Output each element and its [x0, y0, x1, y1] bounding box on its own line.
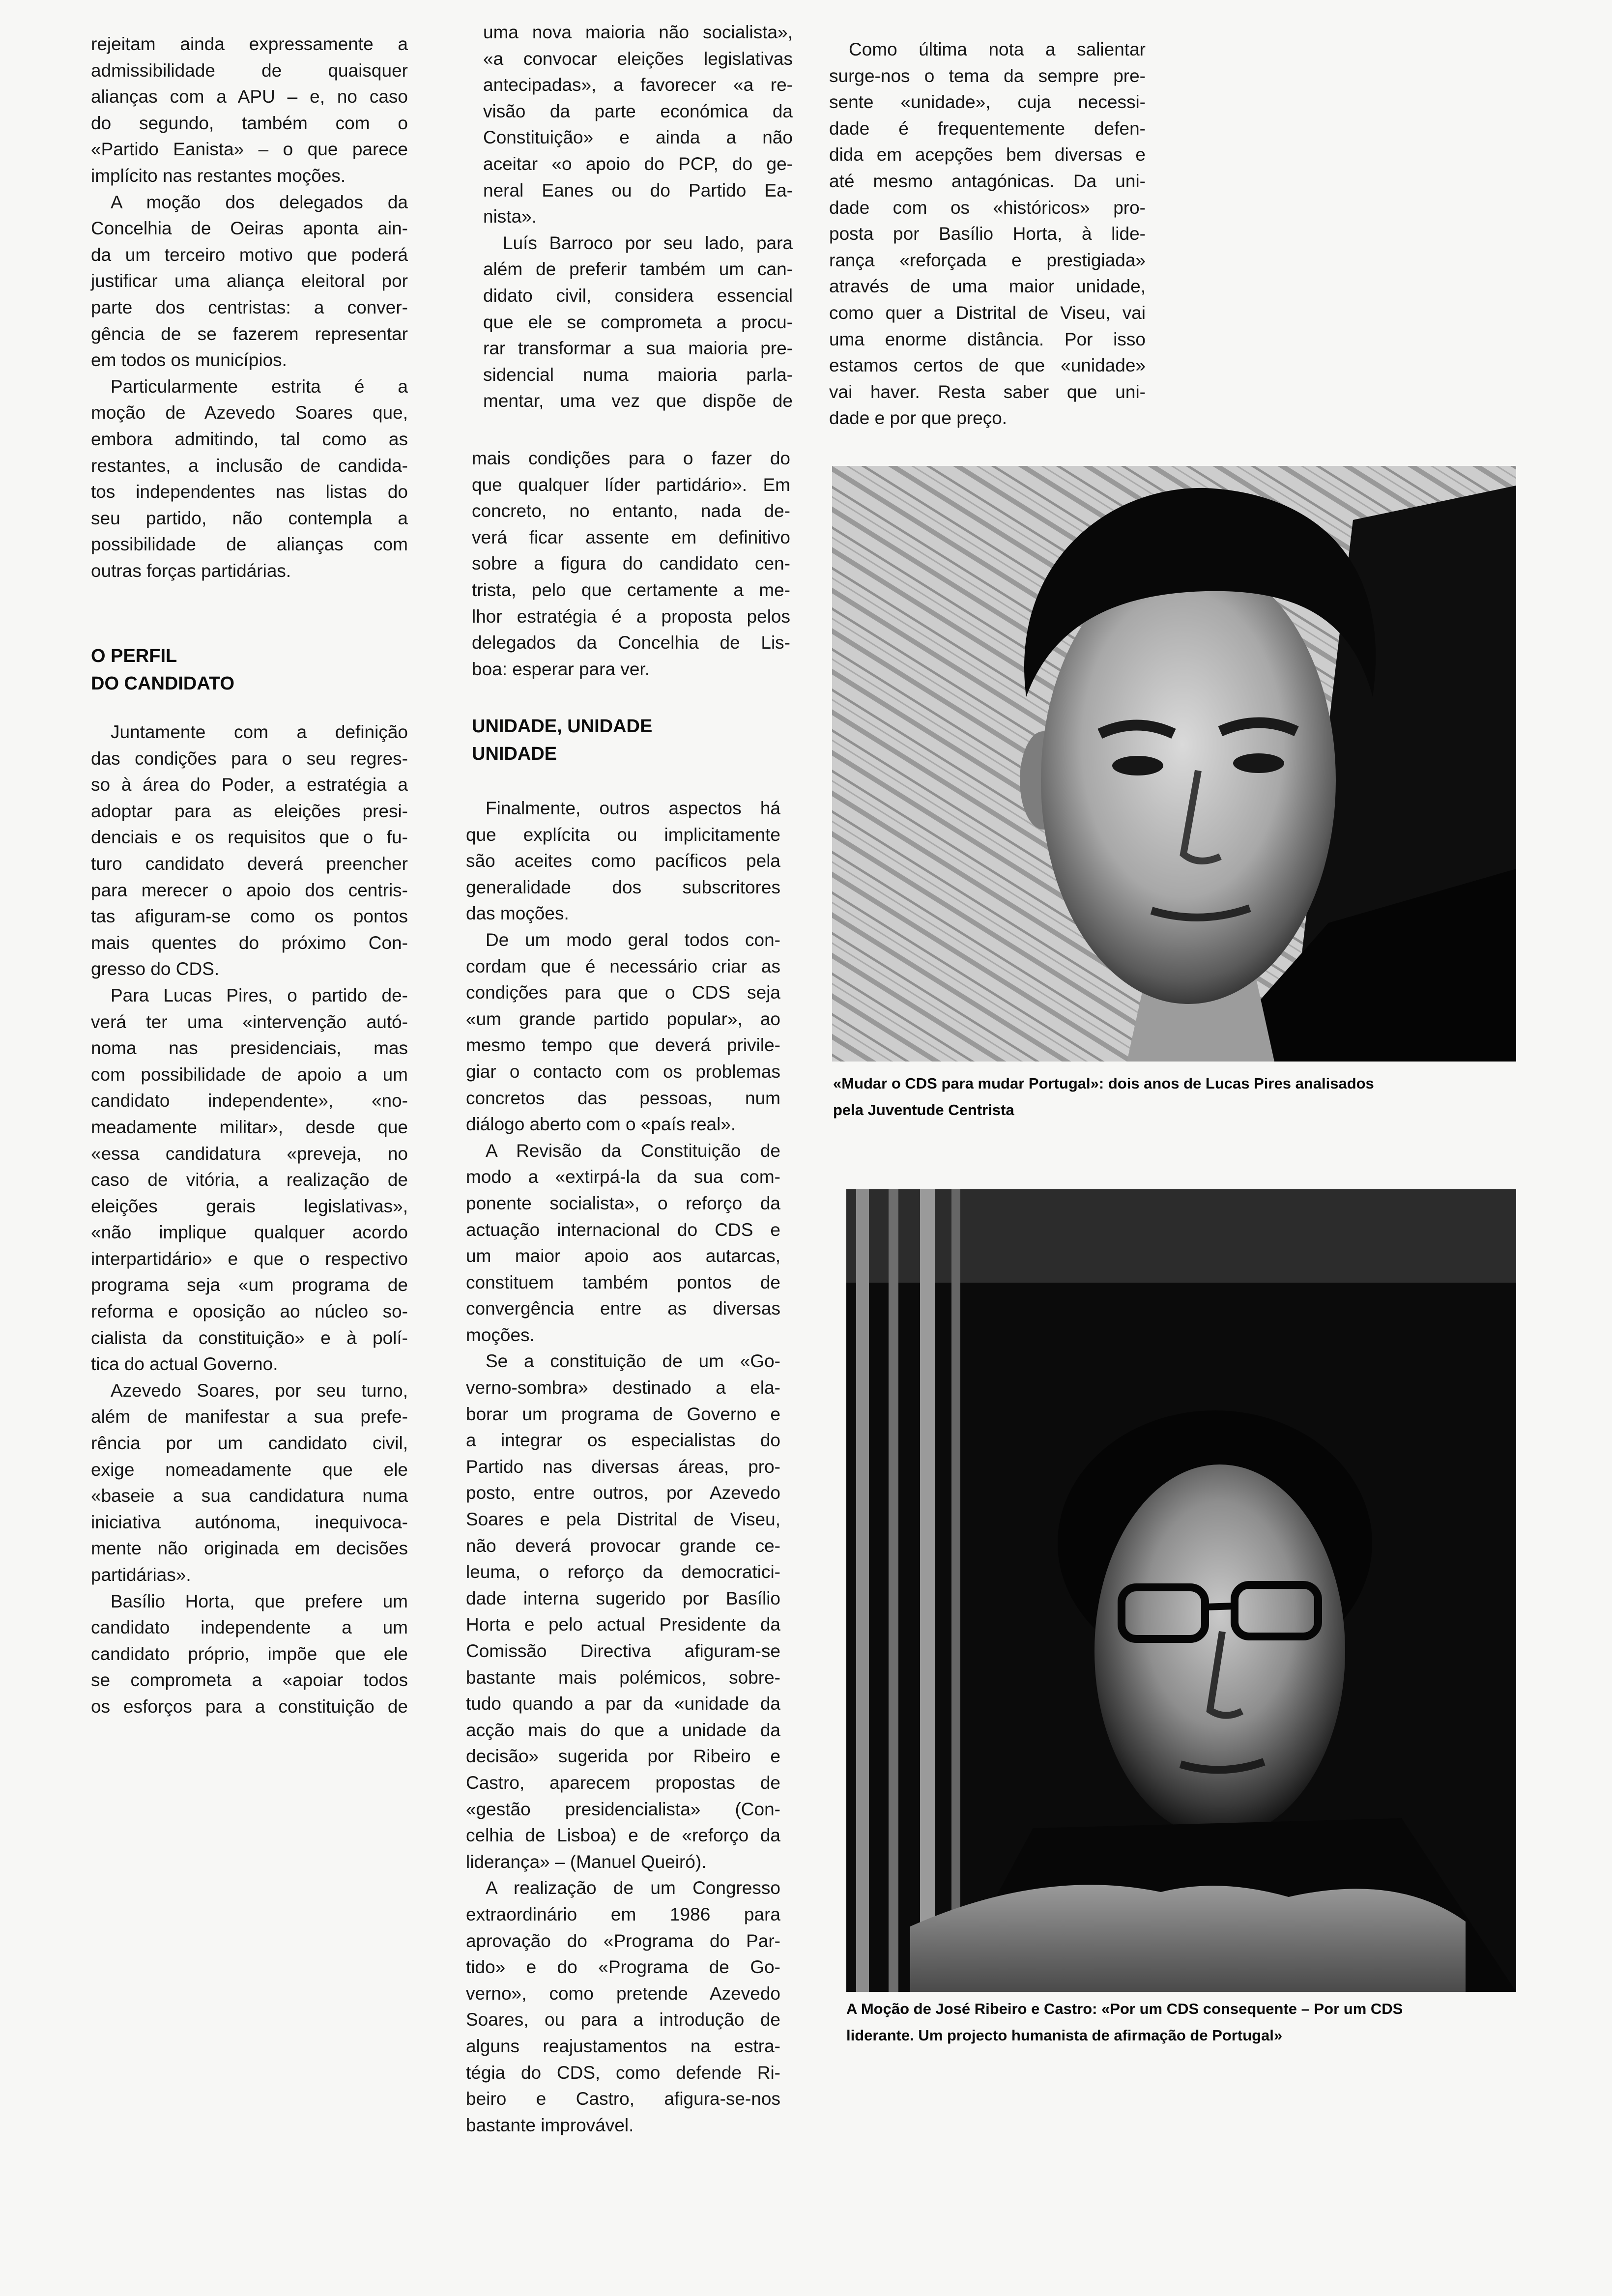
- portrait-image: [832, 466, 1516, 1062]
- text-line: caso de vitória, a realização de: [91, 1170, 408, 1190]
- text-line: alguns reajustamentos na estra-: [466, 2036, 780, 2056]
- text-line: Para Lucas Pires, o partido de-: [111, 985, 408, 1005]
- text-line: tas afiguram-se como os pontos: [91, 906, 408, 927]
- text-line: concretos das pessoas, num: [466, 1088, 780, 1108]
- text-line: do segundo, também com o: [91, 113, 408, 133]
- text-line: uma enorme distância. Por isso: [829, 329, 1146, 349]
- text-line: estamos certos de que «unidade»: [829, 355, 1146, 376]
- text-line: mente não originada em decisões: [91, 1538, 408, 1559]
- text-line: além de manifestar a sua prefe-: [91, 1406, 408, 1427]
- photo-caption-ribeiro-e-castro: [846, 1996, 1403, 2049]
- text-line: antecipadas», a favorecer «a re-: [483, 75, 793, 95]
- text-line: ponente socialista», o reforço da: [466, 1193, 780, 1213]
- right-eye: [1233, 753, 1284, 773]
- text-line: rança «reforçada e prestigiada»: [829, 250, 1146, 270]
- subheading-line: DO CANDIDATO: [91, 673, 235, 694]
- text-line: posto, entre outros, por Azevedo: [466, 1483, 780, 1503]
- text-line: leuma, o reforço da democratici-: [466, 1562, 780, 1582]
- text-line: Finalmente, outros aspectos há: [486, 798, 780, 818]
- subheading-o-perfil-do-candidato: [91, 642, 234, 697]
- hands: [910, 1885, 1466, 1992]
- text-line: borar um programa de Governo e: [466, 1404, 780, 1424]
- column-2-text-bottom: [466, 795, 780, 2138]
- text-line: mentar, uma vez que dispõe de: [483, 391, 793, 411]
- text-line: Comissão Directiva afiguram-se: [466, 1641, 780, 1661]
- text-line: adoptar para as eleições presi-: [91, 801, 408, 821]
- text-line: dade é frequentemente defen-: [829, 118, 1146, 139]
- column-2-text-middle: [472, 445, 790, 682]
- photo-lucas-pires: [832, 466, 1516, 1062]
- text-line: tégia do CDS, como defende Ri-: [466, 2062, 780, 2083]
- text-line: em todos os municípios.: [91, 350, 287, 371]
- text-line: sobre a figura do candidato cen-: [472, 553, 790, 574]
- text-line: um maior apoio aos autarcas,: [466, 1246, 780, 1266]
- text-line: A moção dos delegados da: [111, 192, 408, 212]
- text-line: neral Eanes ou do Partido Ea-: [483, 180, 793, 201]
- text-line: das moções.: [466, 903, 569, 924]
- subheading-line: O PERFIL: [91, 646, 177, 666]
- text-line: alianças com a APU – e, no caso: [91, 86, 408, 107]
- text-line: liderança» – (Manuel Queiró).: [466, 1851, 707, 1872]
- text-line: restantes, a inclusão de candida-: [91, 455, 408, 476]
- text-line: Particularmente estrita é a: [111, 376, 408, 397]
- caption-line: liderante. Um projecto humanista de afirmação de Portugal»: [846, 2027, 1283, 2044]
- text-line: rar transformar a sua maioria pre-: [483, 338, 793, 359]
- text-line: A Revisão da Constituição de: [486, 1140, 780, 1161]
- text-line: De um modo geral todos con-: [486, 929, 780, 950]
- subheading-unidade: [472, 713, 652, 768]
- text-line: eleições gerais legislativas»,: [91, 1196, 408, 1216]
- portrait-image: [846, 1189, 1516, 1992]
- text-line: surge-nos o tema da sempre pre-: [829, 65, 1146, 86]
- text-line: didato civil, considera essencial: [483, 285, 793, 306]
- text-line: «um grande partido popular», ao: [466, 1008, 780, 1029]
- text-line: lhor estratégia é a proposta pelos: [472, 606, 790, 627]
- text-line: outras forças partidárias.: [91, 560, 291, 581]
- text-line: parte dos centristas: a conver-: [91, 297, 408, 317]
- text-line: «baseie a sua candidatura numa: [91, 1486, 408, 1506]
- subheading-line: UNIDADE: [472, 744, 557, 764]
- text-line: com possibilidade de apoio a um: [91, 1064, 408, 1085]
- text-line: tudo quando a par da «unidade da: [466, 1693, 780, 1714]
- text-line: diálogo aberto com o «país real».: [466, 1114, 736, 1135]
- text-line: modo a «extirpá-la da sua com-: [466, 1167, 780, 1187]
- text-line: sidencial numa maioria parla-: [483, 364, 793, 385]
- text-line: exige nomeadamente que ele: [91, 1459, 408, 1480]
- text-line: possibilidade de alianças com: [91, 534, 408, 555]
- text-line: «a convocar eleições legislativas: [483, 48, 793, 69]
- text-line: delegados da Concelhia de Lis-: [472, 632, 790, 653]
- text-line: que ele se comprometa a procu-: [483, 312, 793, 332]
- text-line: constituem também pontos de: [466, 1272, 780, 1292]
- subheading-line: UNIDADE, UNIDADE: [472, 716, 653, 737]
- text-line: como quer a Distrital de Viseu, vai: [829, 302, 1146, 323]
- text-line: são aceites como pacíficos pela: [466, 851, 780, 871]
- text-line: implícito nas restantes moções.: [91, 165, 346, 186]
- text-line: verá ficar assente em definitivo: [472, 527, 790, 547]
- text-line: dade com os «históricos» pro-: [829, 197, 1146, 218]
- text-line: rejeitam ainda expressamente a: [91, 34, 408, 54]
- window-bar: [920, 1189, 935, 1992]
- text-line: os esforços para a constituição de: [91, 1696, 408, 1717]
- column-1-text-top: [91, 31, 408, 584]
- text-line: dida em acepções bem diversas e: [829, 144, 1146, 165]
- text-line: Juntamente com a definição: [111, 722, 408, 742]
- text-line: cialista da constituição» e à polí-: [91, 1327, 408, 1348]
- caption-line: «Mudar o CDS para mudar Portugal»: dois anos de Lucas Pires analisados: [833, 1075, 1374, 1092]
- text-line: verno-sombra» destinado a ela-: [466, 1378, 780, 1398]
- column-3-text: [829, 36, 1146, 431]
- text-line: decisão» sugerida por Ribeiro e: [466, 1746, 780, 1767]
- text-line: além de preferir também um can-: [483, 259, 793, 280]
- text-line: programa seja «um programa de: [91, 1275, 408, 1295]
- text-line: «essa candidatura «preveja, no: [91, 1143, 408, 1164]
- text-line: Constituição» e ainda a não: [483, 127, 793, 148]
- text-line: concreto, no entanto, nada de-: [472, 501, 790, 521]
- text-line: actuação internacional do CDS e: [466, 1219, 780, 1240]
- text-line: admissibilidade de quaisquer: [91, 60, 408, 81]
- text-line: mais quentes do próximo Con-: [91, 932, 408, 953]
- text-line: sente «unidade», cuja necessi-: [829, 92, 1146, 113]
- text-line: candidato independente», «no-: [91, 1091, 408, 1111]
- text-line: gresso do CDS.: [91, 959, 220, 979]
- text-line: que explícita ou implicitamente: [466, 824, 780, 845]
- text-line: extraordinário em 1986 para: [466, 1904, 780, 1924]
- face: [1041, 557, 1336, 1004]
- text-line: Soares e pela Distrital de Viseu,: [466, 1509, 780, 1530]
- text-line: através de uma maior unidade,: [829, 276, 1146, 297]
- text-line: bastante improvável.: [466, 2115, 634, 2135]
- text-line: que qualquer líder partidário». Em: [472, 474, 790, 495]
- text-line: Se a constituição de um «Go-: [486, 1351, 780, 1372]
- window-bar: [889, 1189, 898, 1992]
- text-line: moções.: [466, 1324, 535, 1345]
- text-line: trista, pelo que certamente a me-: [472, 579, 790, 600]
- text-line: Soares, ou para a introdução de: [466, 2009, 780, 2030]
- text-line: tica do actual Governo.: [91, 1354, 278, 1375]
- text-line: justificar uma aliança eleitoral por: [91, 271, 408, 291]
- text-line: «Partido Eanista» – o que parece: [91, 139, 408, 160]
- text-line: moção de Azevedo Soares que,: [91, 402, 408, 423]
- top-texture: [846, 1189, 1516, 1283]
- text-line: reforma e oposição ao núcleo so-: [91, 1301, 408, 1322]
- column-2-text-top: [483, 19, 793, 414]
- text-line: convergência entre as diversas: [466, 1298, 780, 1319]
- text-line: posta por Basílio Horta, à lide-: [829, 224, 1146, 244]
- text-line: até mesmo antagónicas. Da uni-: [829, 171, 1146, 191]
- text-line: acção mais do que a unidade da: [466, 1720, 780, 1740]
- text-line: nista».: [483, 206, 537, 227]
- photo-ribeiro-e-castro: [846, 1189, 1516, 1992]
- text-line: se comprometa a «apoiar todos: [91, 1670, 408, 1691]
- text-line: Luís Barroco por seu lado, para: [503, 232, 793, 253]
- text-line: Horta e pelo actual Presidente da: [466, 1614, 780, 1635]
- text-line: generalidade dos subscritores: [466, 877, 780, 897]
- text-line: bastante mais polémicos, sobre-: [466, 1667, 780, 1688]
- text-line: para merecer o apoio dos centris-: [91, 880, 408, 900]
- text-line: partidárias».: [91, 1565, 191, 1585]
- text-line: «gestão presidencialista» (Con-: [466, 1799, 780, 1819]
- text-line: «não implique qualquer acordo: [91, 1222, 408, 1243]
- text-line: a integrar os especialistas do: [466, 1430, 780, 1451]
- column-1-text-bottom: [91, 719, 408, 1720]
- text-line: candidato próprio, impõe que ele: [91, 1643, 408, 1664]
- text-line: Concelhia de Oeiras aponta ain-: [91, 218, 408, 239]
- text-line: turo candidato deverá preencher: [91, 853, 408, 874]
- photo-caption-lucas-pires: [833, 1070, 1374, 1123]
- text-line: visão da parte económica da: [483, 101, 793, 121]
- text-line: aprovação do «Programa do Par-: [466, 1930, 780, 1951]
- text-line: mais condições para o fazer do: [472, 448, 790, 468]
- caption-line: pela Juventude Centrista: [833, 1101, 1014, 1119]
- text-line: iniciativa autónoma, inequivoca-: [91, 1512, 408, 1532]
- text-line: Basílio Horta, que prefere um: [111, 1591, 408, 1611]
- text-line: denciais e os requisitos que o fu-: [91, 827, 408, 848]
- text-line: vai haver. Resta saber que uni-: [829, 381, 1146, 402]
- text-line: dade interna sugerido por Basílio: [466, 1588, 780, 1608]
- text-line: A realização de um Congresso: [486, 1878, 780, 1898]
- text-line: gência de se fazerem representar: [91, 323, 408, 344]
- text-line: das condições para o seu regres-: [91, 748, 408, 769]
- glasses-bridge: [1205, 1606, 1235, 1607]
- caption-line: A Moção de José Ribeiro e Castro: «Por um CDS consequente – Por um CDS: [846, 2000, 1403, 2017]
- text-line: verá ter uma «intervenção autó-: [91, 1011, 408, 1032]
- text-line: dade e por que preço.: [829, 408, 1008, 429]
- text-line: embora admitindo, tal como as: [91, 429, 408, 449]
- text-line: so à área do Poder, a estratégia a: [91, 775, 408, 795]
- text-line: verno», como pretende Azevedo: [466, 1983, 780, 2004]
- text-line: Azevedo Soares, por seu turno,: [111, 1380, 408, 1401]
- text-line: não deverá provocar grande ce-: [466, 1535, 780, 1556]
- text-line: condições para que o CDS seja: [466, 982, 780, 1003]
- window-bar: [856, 1189, 869, 1992]
- text-line: celhia de Lisboa) e de «reforço da: [466, 1825, 780, 1846]
- text-line: Partido nas diversas áreas, pro-: [466, 1456, 780, 1477]
- text-line: Castro, aparecem propostas de: [466, 1772, 780, 1793]
- text-line: mesmo tempo que deverá privile-: [466, 1035, 780, 1056]
- text-line: giar o contacto com os problemas: [466, 1061, 780, 1082]
- text-line: beiro e Castro, afigura-se-nos: [466, 2089, 780, 2109]
- text-line: da um terceiro motivo que poderá: [91, 244, 408, 265]
- text-line: aceitar «o apoio do PCP, do ge-: [483, 153, 793, 174]
- text-line: boa: esperar para ver.: [472, 659, 650, 679]
- text-line: uma nova maioria não socialista»,: [483, 22, 793, 42]
- text-line: meadamente militar», desde que: [91, 1117, 408, 1137]
- left-eye: [1112, 756, 1163, 775]
- text-line: Como última nota a salientar: [849, 39, 1146, 59]
- text-line: cordam que é necessário criar as: [466, 956, 780, 976]
- window-bar: [951, 1189, 960, 1992]
- text-line: noma nas presidenciais, mas: [91, 1038, 408, 1059]
- text-line: tos independentes nas listas do: [91, 482, 408, 502]
- text-line: tido» e do «Programa de Go-: [466, 1957, 780, 1978]
- text-line: rência por um candidato civil,: [91, 1433, 408, 1454]
- text-line: interpartidário» e que o respectivo: [91, 1248, 408, 1269]
- text-line: seu partido, não contempla a: [91, 508, 408, 528]
- text-line: candidato independente a um: [91, 1617, 408, 1638]
